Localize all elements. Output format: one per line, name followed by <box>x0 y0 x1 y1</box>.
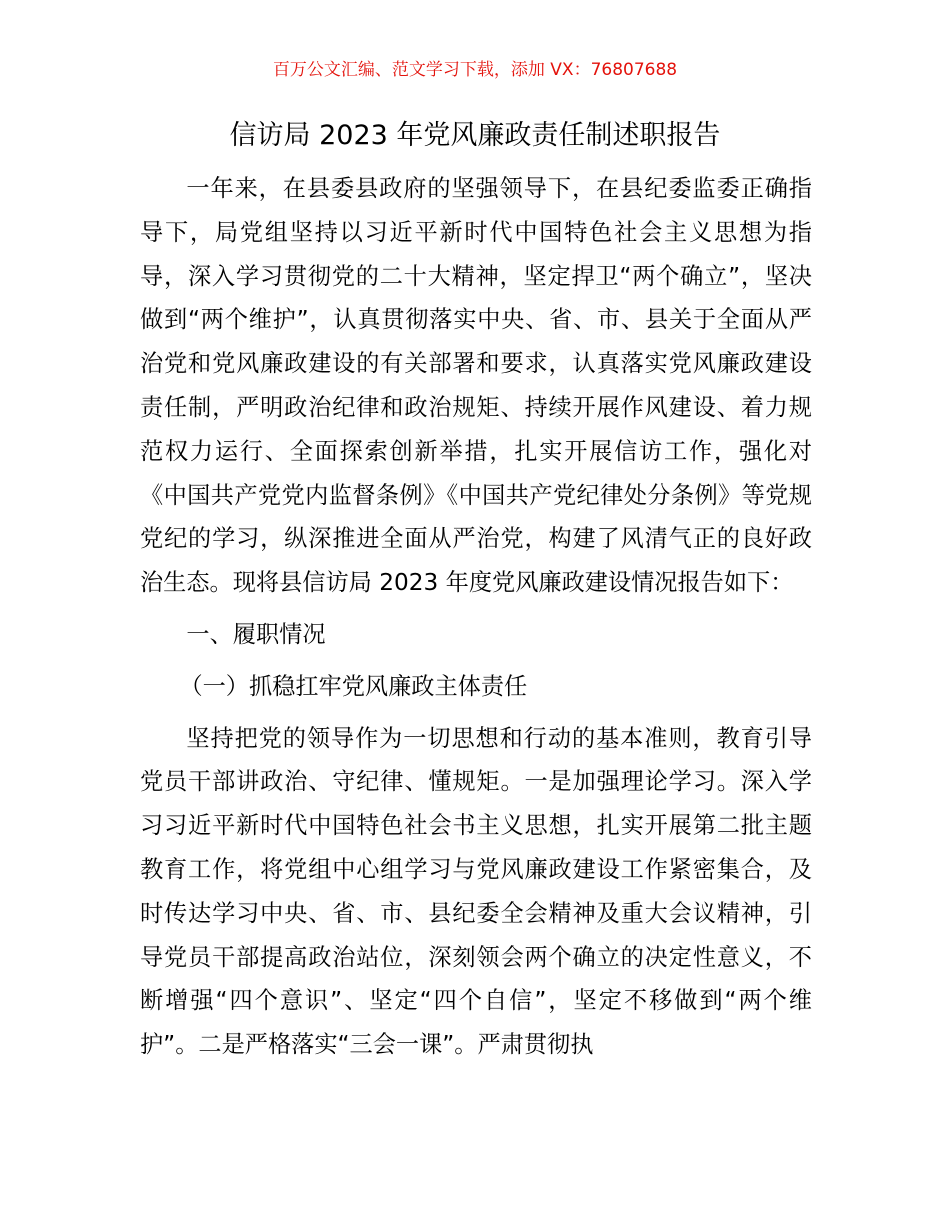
section-heading: 一、履职情况 <box>186 620 326 648</box>
subsection-heading: （一）抓稳扛牢党风廉政主体责任 <box>179 672 528 700</box>
intro-paragraph: 一年来，在县委县政府的坚强领导下，在县纪委监委正确指导下，局党组坚持以习近平新时代中国特色社会主义思想为指导，深入学习贯彻党的二十大精神，坚定捍卫“两个确立”，坚决做到“两个维护”，认真贯彻落实中央、省、市、县关于全面从严治党和党风廉政建设的有关部署和要求，认真落实党风廉政建设责任制，严明政治纪律和政治规矩、持续开展作风建设、着力规范权力运行、全面探索创新举措，扎实开展信访工作，强化对《中国共产党党内监督条例》《中国共产党纪律处分条例》等党规党纪的学习，纵深推进全面从严治党，构建了风清气正的良好政治生态。现将县信访局 2023 年度党风廉政建设情况报告如下： <box>140 175 812 597</box>
document-title: 信访局 2023 年党风廉政责任制述职报告 <box>229 120 721 151</box>
subsection-paragraph: 坚持把党的领导作为一切思想和行动的基本准则，教育引导党员干部讲政治、守纪律、懂规矩。一是加强理论学习。深入学习习近平新时代中国特色社会书主义思想，扎实开展第二批主题教育工作，将党组中心组学习与党风廉政建设工作紧密集合，及时传达学习中央、省、市、县纪委全会精神及重大会议精神，引导党员干部提高政治站位，深刻领会两个确立的决定性意义，不断增强“四个意识”、坚定“四个自信”，坚定不移做到“两个维护”。二是严格落实“三会一课”。严肃贯彻执 <box>140 724 812 1059</box>
spacer <box>140 709 812 717</box>
watermark-header: 百万公文汇编、范文学习下载，添加 VX：76807688 <box>272 60 678 80</box>
document-body <box>140 167 812 1067</box>
spacer <box>140 657 812 665</box>
spacer <box>140 605 812 613</box>
